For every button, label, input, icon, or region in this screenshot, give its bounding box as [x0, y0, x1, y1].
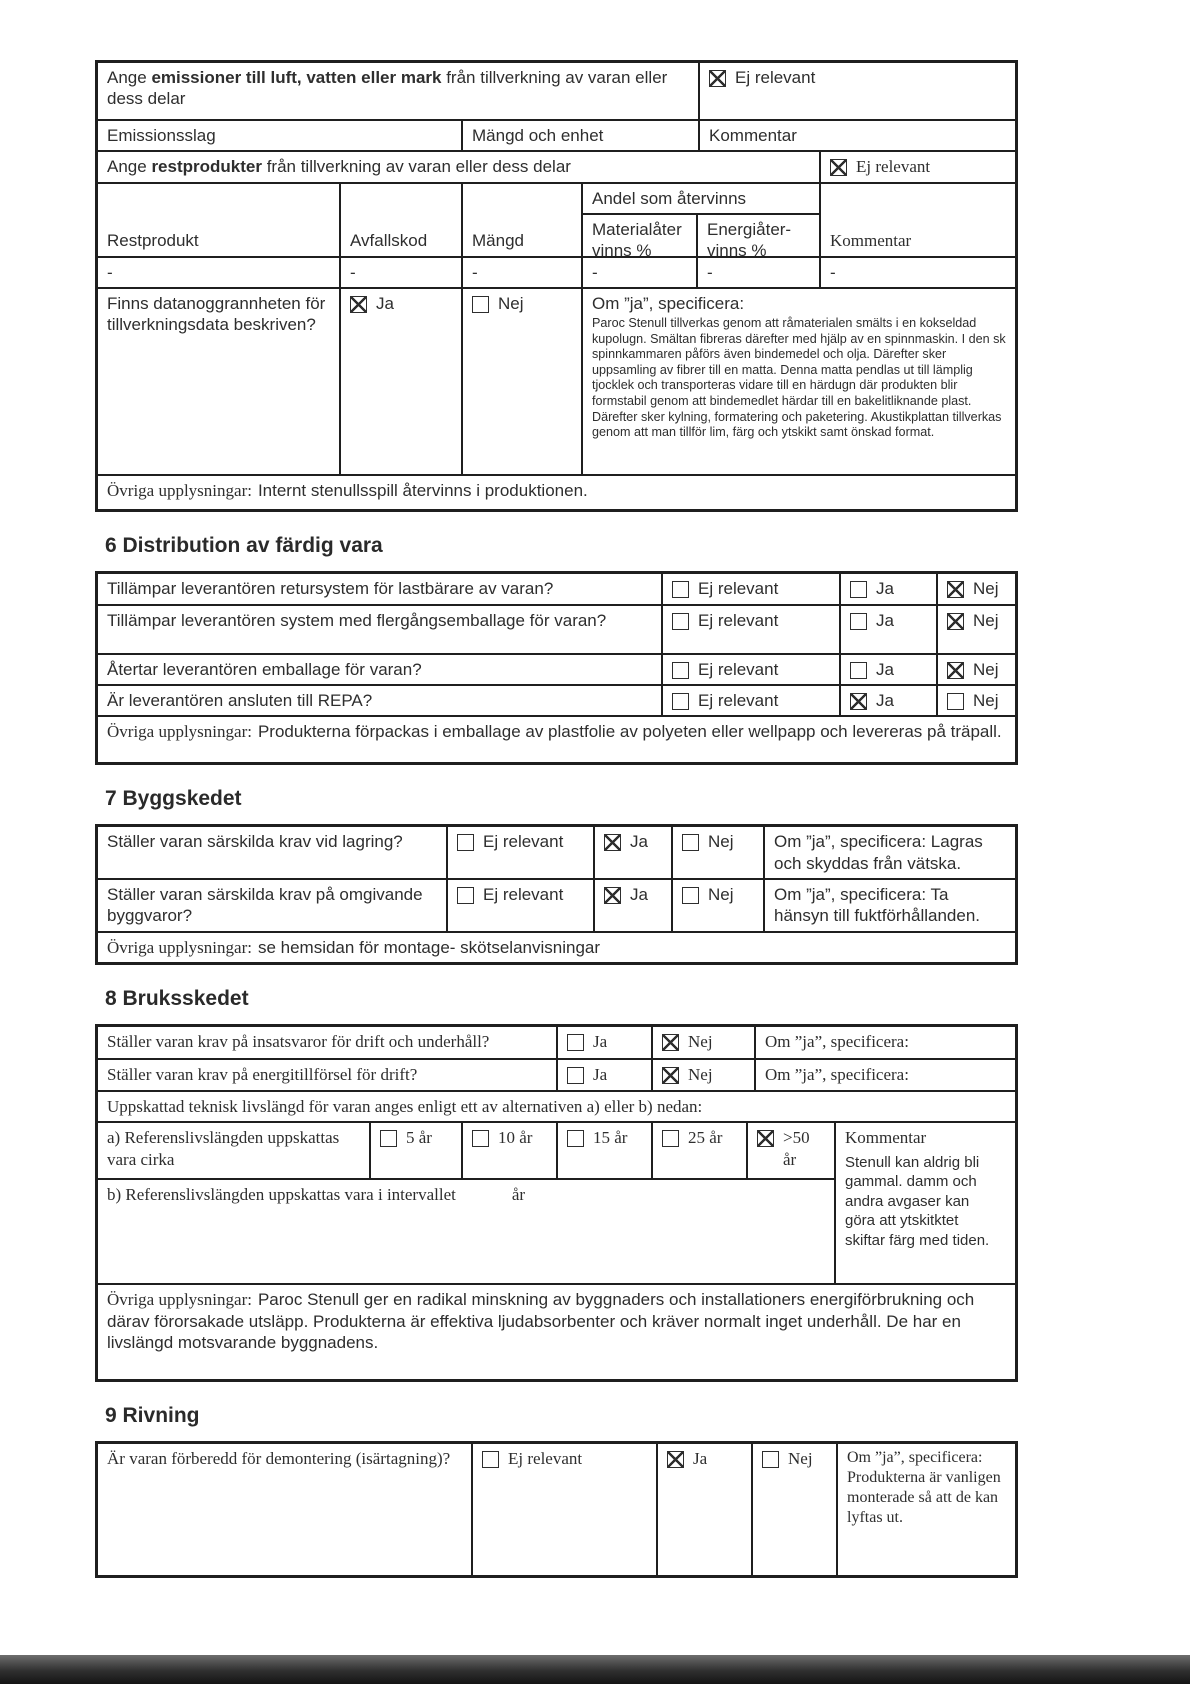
livslangd-alternatives	[98, 1123, 836, 1283]
checkbox-label: Nej	[973, 578, 999, 598]
checkbox-label: Nej	[708, 884, 734, 904]
ja-cell	[558, 1060, 653, 1090]
distribution-table	[95, 571, 1018, 766]
col-header-emissionsslag	[98, 121, 463, 150]
question-text: Ställer varan krav på insatsvaror för drift och underhåll?	[107, 1032, 490, 1051]
checkbox-ej-relevant	[709, 70, 726, 87]
checkbox-nej	[662, 1067, 679, 1084]
header-text: Restprodukt	[107, 231, 199, 251]
ja-cell	[841, 655, 938, 684]
alt-b-cell	[98, 1180, 834, 1283]
checkbox-label: Ej relevant	[856, 157, 931, 177]
option-25-ar	[653, 1123, 748, 1178]
header-text: Andel som återvinns	[592, 188, 747, 208]
checkbox-ej-relevant	[672, 693, 689, 710]
ej-relevant-cell	[663, 686, 841, 715]
ovriga-label: Övriga upplysningar:	[107, 722, 252, 742]
header-text: Mängd	[472, 231, 524, 251]
ovriga-upplysningar-row	[98, 1285, 1003, 1379]
noggrannhet-nej-cell	[463, 289, 583, 474]
alt-b-unit: år	[511, 1185, 526, 1205]
cell-text: -	[707, 262, 713, 282]
section-8-heading: 8 Bruksskedet	[105, 987, 249, 1010]
empty-cell	[341, 258, 463, 287]
nej-cell	[673, 880, 765, 931]
table-row	[98, 606, 1015, 655]
question-cell	[98, 1444, 473, 1575]
checkbox-10-ar	[472, 1130, 489, 1147]
comment-text: Om ”ja”, specificera:	[765, 1065, 909, 1084]
ovriga-label: Övriga upplysningar:	[107, 937, 252, 957]
nej-cell	[753, 1444, 838, 1575]
checkbox-label: Ja	[593, 1065, 608, 1084]
col-header-kommentar-2	[821, 184, 1015, 256]
comment-text: Om ”ja”, specificera: Ta hänsyn till fuktförhållanden.	[774, 884, 981, 925]
form-page	[95, 60, 1018, 1578]
checkbox-label: Nej	[973, 610, 999, 630]
question-text: Finns datanoggrannheten för tillverkningsdata beskriven?	[107, 293, 326, 334]
andel-som-atervinns-group	[583, 184, 821, 260]
question-cell	[98, 574, 663, 604]
comment-cell	[756, 1060, 1015, 1090]
rest-prompt-bold: restprodukter	[151, 157, 262, 177]
cell-text: -	[107, 262, 113, 282]
emissions-restprodukter-table	[95, 60, 1018, 512]
rest-prompt-pre: Ange	[107, 157, 152, 177]
question-text: Ställer varan krav på energitillförsel för drift?	[107, 1065, 418, 1084]
table-row	[98, 686, 1015, 717]
checkbox-label: Ja	[693, 1449, 708, 1469]
header-text: Energiåter-vinns %	[707, 219, 792, 260]
checkbox-label: 15 år	[593, 1128, 628, 1148]
comment-text: Om ”ja”, specificera: Lagras och skyddas från vätska.	[774, 832, 983, 873]
checkbox-label: Ja	[876, 691, 894, 710]
question-cell	[98, 827, 448, 878]
ej-relevant-cell	[663, 655, 841, 684]
emissions-prompt-pre: Ange	[107, 68, 152, 87]
table-row	[98, 574, 1015, 606]
question-cell	[98, 686, 663, 715]
question-text: Tillämpar leverantören system med flergångsemballage för varan?	[107, 610, 607, 630]
cell-text: -	[472, 262, 478, 282]
option-5-ar	[371, 1123, 463, 1178]
checkbox-ja	[667, 1451, 684, 1468]
checkbox-ja	[604, 887, 621, 904]
kommentar-cell	[836, 1123, 1015, 1283]
table-row	[98, 655, 1015, 686]
section-9-heading: 9 Rivning	[105, 1404, 200, 1428]
checkbox-label: Ej relevant	[508, 1449, 583, 1469]
ja-cell	[841, 574, 938, 604]
checkbox-ja	[850, 662, 867, 679]
intro-text: Uppskattad teknisk livslängd för varan anges enligt ett av alternativen a) eller b) nedan:	[107, 1097, 703, 1116]
ej-relevant-cell	[473, 1444, 658, 1575]
checkbox-nej	[947, 662, 964, 679]
comment-cell	[838, 1444, 1015, 1575]
checkbox-label: 5 år	[406, 1128, 432, 1148]
checkbox-nej	[947, 693, 964, 710]
emissions-prompt-post: från tillverkning av varan eller dess delar	[107, 68, 668, 109]
col-header-restprodukt	[98, 184, 341, 256]
question-text: Är varan förberedd för demontering (isärtagning)?	[107, 1449, 451, 1469]
table-row	[98, 1444, 1015, 1575]
col-header-avfallskod	[341, 184, 463, 256]
checkbox-label: Ja	[630, 832, 648, 852]
nej-cell	[938, 606, 1015, 653]
checkbox-ja	[850, 693, 867, 710]
ja-cell	[558, 1027, 653, 1058]
ovriga-label: Övriga upplysningar:	[107, 1290, 252, 1310]
kommentar-text: Stenull kan aldrig bli gammal. damm och andra avgaser kan göra att ytskitktet skiftar färg med tiden.	[845, 1153, 990, 1249]
ej-relevant-cell	[663, 606, 841, 653]
question-cell	[98, 880, 448, 931]
ja-cell	[658, 1444, 753, 1575]
comment-body: Paroc Stenull tillverkas genom att råmaterialen smälts i en kokseldad kupolugn. Smältan fibreras därefter med hjälp av en spinnmaskin. I den sk spinnkammaren påförs även bindemedel och olja. Därefter sker uppsamling av fibrer till en matta. Denna matta pendlas ut till lämplig tjocklek och transporteras vidare till en härdugn där produkten blir formstabil genom att bindemedlet härdar till en bakelitliknande plast. Därefter sker kylning, formatering och paketering. Akustikplattan tillverkas genom att man tillför lim, färg och ytskikt samt önskad format.	[592, 316, 1006, 440]
question-cell	[98, 1060, 558, 1090]
checkbox-nej	[682, 887, 699, 904]
ej-relevant-cell	[663, 574, 841, 604]
restprodukter-prompt	[98, 152, 821, 181]
comment-cell	[765, 827, 1015, 878]
checkbox-label: Nej	[973, 659, 999, 679]
checkbox-label: Ej relevant	[735, 68, 816, 87]
comment-title: Om ”ja”, specificera:	[592, 293, 745, 313]
checkbox-15-ar	[567, 1130, 584, 1147]
ovriga-upplysningar-row	[98, 933, 1015, 962]
option-10-ar	[463, 1123, 558, 1178]
noggrannhet-ja-cell	[341, 289, 463, 474]
alt-b-text: b) Referenslivslängden uppskattas vara i intervallet	[107, 1185, 456, 1205]
empty-cell	[698, 258, 821, 287]
emissions-prompt-bold: emissioner till luft, vatten eller mark	[151, 68, 442, 87]
checkbox-label: Ja	[876, 659, 894, 679]
ovriga-text: se hemsidan för montage- skötselanvisningar	[257, 937, 601, 957]
cell-text: -	[350, 262, 356, 282]
header-text: Materialåter vinns %	[592, 219, 682, 260]
table-row	[98, 1027, 1015, 1060]
checkbox-ej-relevant	[672, 662, 689, 679]
noggrannhet-comment-cell	[583, 289, 1015, 474]
comment-title: Om ”ja”, specificera:	[847, 1449, 983, 1467]
checkbox-ej-relevant	[830, 159, 847, 176]
question-cell	[98, 1027, 558, 1058]
empty-cell	[98, 258, 341, 287]
table-row	[98, 827, 1015, 880]
bruksskedet-table	[95, 1024, 1018, 1382]
alt-a-label-cell	[98, 1123, 371, 1178]
checkbox-ej-relevant	[672, 613, 689, 630]
checkbox-label: Nej	[708, 832, 734, 852]
cell-text: -	[592, 262, 598, 282]
checkbox-label: Ej relevant	[483, 884, 564, 904]
ja-cell	[841, 686, 938, 715]
checkbox-nej	[472, 296, 489, 313]
ej-relevant-cell	[448, 827, 595, 878]
kommentar-label: Kommentar	[845, 1128, 927, 1148]
nej-cell	[938, 655, 1015, 684]
table-row	[98, 1060, 1015, 1092]
ovriga-text: Produkterna förpackas i emballage av plastfolie av polyeten eller wellpapp och levereras på träpall.	[257, 722, 1002, 742]
checkbox-label: Ja	[593, 1032, 608, 1051]
header-text: Kommentar	[830, 231, 912, 251]
empty-cell	[583, 258, 698, 287]
checkbox-nej	[662, 1034, 679, 1051]
emissions-prompt	[98, 63, 700, 119]
checkbox-label: Ja	[630, 884, 648, 904]
nej-cell	[673, 827, 765, 878]
checkbox-ja	[567, 1034, 584, 1051]
comment-body: Produkterna är vanligen monterade så att de kan lyftas ut.	[847, 1469, 1001, 1527]
col-header-andel	[583, 184, 819, 215]
empty-cell	[463, 258, 583, 287]
checkbox-label: Ej relevant	[698, 610, 779, 630]
checkbox-nej	[947, 581, 964, 598]
col-header-mangd-och-enhet	[463, 121, 700, 150]
checkbox-label: Nej	[688, 1032, 713, 1051]
checkbox-25-ar	[662, 1130, 679, 1147]
ovriga-text: Paroc Stenull ger en radikal minskning av byggnaders och installationers energiförbrukning och därav förorsakade utsläpp. Produkterna är effektiva ljudabsorbenter och kräver normalt inget underhåll. De har en livslängd motsvarande byggnadens.	[107, 1290, 975, 1352]
restprodukter-ej-relevant-cell	[821, 152, 1015, 181]
question-cell	[98, 606, 663, 653]
question-text: Ställer varan särskilda krav vid lagring?	[107, 832, 403, 852]
ja-cell	[841, 606, 938, 653]
checkbox-label: 25 år	[688, 1128, 723, 1148]
question-text: Är leverantören ansluten till REPA?	[107, 691, 373, 710]
question-cell	[98, 655, 663, 684]
checkbox-label: Nej	[498, 293, 524, 313]
checkbox-label: >50 år	[783, 1128, 810, 1169]
section-6-heading: 6 Distribution av färdig vara	[105, 533, 383, 557]
checkbox-nej	[947, 613, 964, 630]
nej-cell	[938, 686, 1015, 715]
checkbox-ej-relevant	[457, 887, 474, 904]
empty-cell	[821, 258, 1015, 287]
section-7-heading: 7 Byggskedet	[105, 787, 242, 811]
header-text: Kommentar	[709, 126, 797, 145]
checkbox-label: Ja	[876, 578, 894, 598]
ja-cell	[595, 827, 673, 878]
checkbox-label: Ej relevant	[483, 832, 564, 852]
comment-cell	[756, 1027, 1015, 1058]
ej-relevant-cell	[448, 880, 595, 931]
livslangd-intro-row	[98, 1092, 1015, 1121]
ovriga-upplysningar-row	[98, 476, 1015, 509]
scan-edge-bar	[0, 1655, 1190, 1684]
question-text: Ställer varan särskilda krav på omgivande byggvaror?	[107, 884, 423, 925]
question-text: Tillämpar leverantören retursystem för lastbärare av varan?	[107, 578, 554, 598]
cell-text: -	[830, 262, 836, 282]
comment-text: Om ”ja”, specificera:	[765, 1032, 909, 1051]
byggskedet-table	[95, 824, 1018, 965]
rivning-table	[95, 1441, 1018, 1578]
checkbox-over-50-ar	[757, 1130, 774, 1147]
checkbox-label: Ej relevant	[698, 578, 779, 598]
nej-cell	[653, 1027, 756, 1058]
checkbox-label: Ja	[876, 610, 894, 630]
comment-cell	[765, 880, 1015, 931]
emissions-ej-relevant-cell	[700, 63, 1015, 119]
checkbox-ej-relevant	[482, 1451, 499, 1468]
nej-cell	[653, 1060, 756, 1090]
checkbox-nej	[762, 1451, 779, 1468]
checkbox-5-ar	[380, 1130, 397, 1147]
checkbox-ja	[604, 834, 621, 851]
question-text: Återtar leverantören emballage för varan?	[107, 659, 422, 679]
restprodukt-empty-row	[98, 258, 1015, 289]
checkbox-ej-relevant	[672, 581, 689, 598]
col-header-mangd	[463, 184, 583, 256]
checkbox-label: Ej relevant	[698, 691, 779, 710]
checkbox-ej-relevant	[457, 834, 474, 851]
checkbox-ja	[567, 1067, 584, 1084]
checkbox-label: Nej	[688, 1065, 713, 1084]
header-text: Mängd och enhet	[472, 126, 604, 145]
nej-cell	[938, 574, 1015, 604]
rest-prompt-post: från tillverkning av varan eller dess delar	[261, 157, 571, 177]
header-text: Emissionsslag	[107, 126, 216, 145]
ovriga-text: Internt stenullsspill återvinns i produktionen.	[257, 480, 588, 500]
alt-a-text: a) Referenslivslängden uppskattas vara cirka	[107, 1128, 340, 1169]
checkbox-nej	[682, 834, 699, 851]
ja-cell	[595, 880, 673, 931]
checkbox-label: Ej relevant	[698, 659, 779, 679]
checkbox-ja	[850, 581, 867, 598]
checkbox-label: Nej	[973, 691, 999, 710]
checkbox-ja	[350, 296, 367, 313]
option-over-50-ar	[748, 1123, 834, 1178]
checkbox-label: 10 år	[498, 1128, 533, 1148]
option-15-ar	[558, 1123, 653, 1178]
noggrannhet-question	[98, 289, 341, 474]
col-header-kommentar	[700, 121, 1015, 150]
ovriga-label: Övriga upplysningar:	[107, 480, 252, 500]
checkbox-label: Ja	[376, 293, 394, 313]
checkbox-ja	[850, 613, 867, 630]
ovriga-upplysningar-row	[98, 717, 1015, 762]
header-text: Avfallskod	[350, 231, 428, 251]
table-row	[98, 880, 1015, 933]
checkbox-label: Nej	[788, 1449, 813, 1469]
